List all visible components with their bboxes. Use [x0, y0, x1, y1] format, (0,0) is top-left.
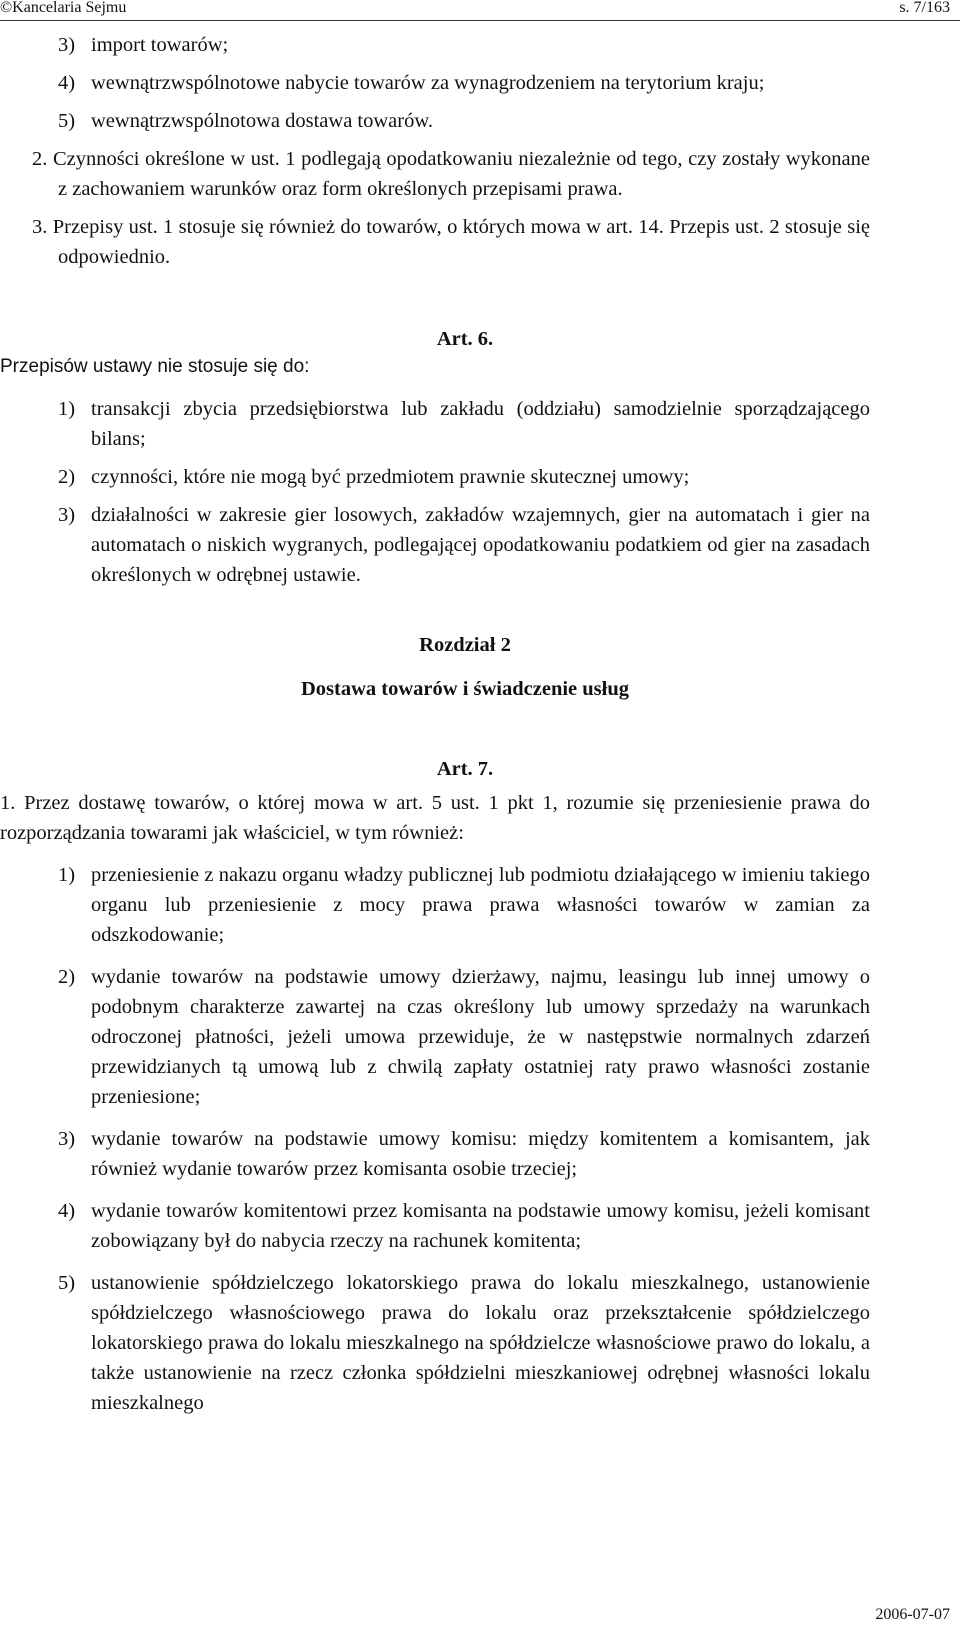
- list-item: 3) działalności w zakresie gier losowych, zakładów wzajemnych, gier na automatach i gier na automatach o niskich wygranych, podlegającej opodatkowaniu podatkiem od gier na zasadach określonych w odrębnej ustawie.: [58, 504, 870, 586]
- list-item: 4) wewnątrzwspólnotowe nabycie towarów za wynagrodzeniem na terytorium kraju;: [58, 72, 765, 94]
- list-item: 3) wydanie towarów na podstawie umowy komisu: między komitentem a komisantem, jak również wydanie towarów przez komisanta osobie trzeciej;: [58, 1128, 870, 1180]
- article-lead: Przepisów ustawy nie stosuje się do:: [0, 356, 310, 377]
- art5-items: [58, 30, 870, 136]
- chapter-title: Dostawa towarów i świadczenie usług: [301, 678, 629, 700]
- page-number: s. 7/163: [899, 0, 950, 16]
- document-body: [0, 30, 871, 1418]
- copyright-label: ©Kancelaria Sejmu: [0, 0, 127, 16]
- list-item: 5) ustanowienie spółdzielczego lokatorskiego prawa do lokalu mieszkalnego, ustanowienie spółdzielczego własnościowego prawa do lokalu oraz przekształcenie spółdzielczego lokatorskiego prawa do lokalu mieszkalnego na spółdzielcze własnościowe prawo do lokalu, a także ustanowienie na rzecz członka spółdzielni mieszkaniowej odrębnej własności lokalu mieszkalnego: [58, 1272, 870, 1414]
- paragraph-2: 2. Czynności określone w ust. 1 podlegają opodatkowaniu niezależnie od tego, czy zostały wykonane z zachowaniem warunków oraz form określonych przepisami prawa.: [32, 148, 871, 200]
- list-item: 5) wewnątrzwspólnotowa dostawa towarów.: [58, 110, 433, 132]
- paragraph-3: 3. Przepisy ust. 1 stosuje się również do towarów, o których mowa w art. 14. Przepis ust. 2 stosuje się odpowiednio.: [32, 216, 870, 268]
- paragraph-1: 1. Przez dostawę towarów, o której mowa w art. 5 ust. 1 pkt 1, rozumie się przeniesienie prawa do rozporządzania towarami jak właściciel, w tym również:: [0, 792, 870, 844]
- list-item: 4) wydanie towarów komitentowi przez komisanta na podstawie umowy komisu, jeżeli komisant zobowiązany był do nabycia rzeczy na rachunek komitenta;: [58, 1200, 870, 1252]
- list-item: 2) czynności, które nie mogą być przedmiotem prawnie skutecznej umowy;: [58, 466, 690, 488]
- list-item: 3) import towarów;: [58, 34, 229, 56]
- article-title: Art. 7.: [436, 758, 494, 780]
- list-item: 1) przeniesienie z nakazu organu władzy publicznej lub podmiotu działającego w imieniu takiego organu lub przeniesienie z mocy prawa prawa własności towarów w zamian za odszkodowanie;: [58, 864, 870, 946]
- page-footer-date: 2006-07-07: [875, 1606, 950, 1623]
- article-title: Art. 6.: [436, 328, 494, 350]
- page-header: [0, 0, 960, 21]
- chapter-number: Rozdział 2: [419, 634, 511, 656]
- list-item: 2) wydanie towarów na podstawie umowy dzierżawy, najmu, leasingu lub innej umowy o podobnym charakterze zawartej na czas określony lub umowy sprzedaży na warunkach odroczonej płatności, jeżeli umowa przewiduje, że w następstwie normalnych zdarzeń przewidzianych tą umową lub z chwilą zapłaty ostatniej raty prawo własności zostanie przeniesione;: [58, 966, 870, 1108]
- list-item: 1) transakcji zbycia przedsiębiorstwa lub zakładu (oddziału) samodzielnie sporządzającego bilans;: [58, 398, 870, 450]
